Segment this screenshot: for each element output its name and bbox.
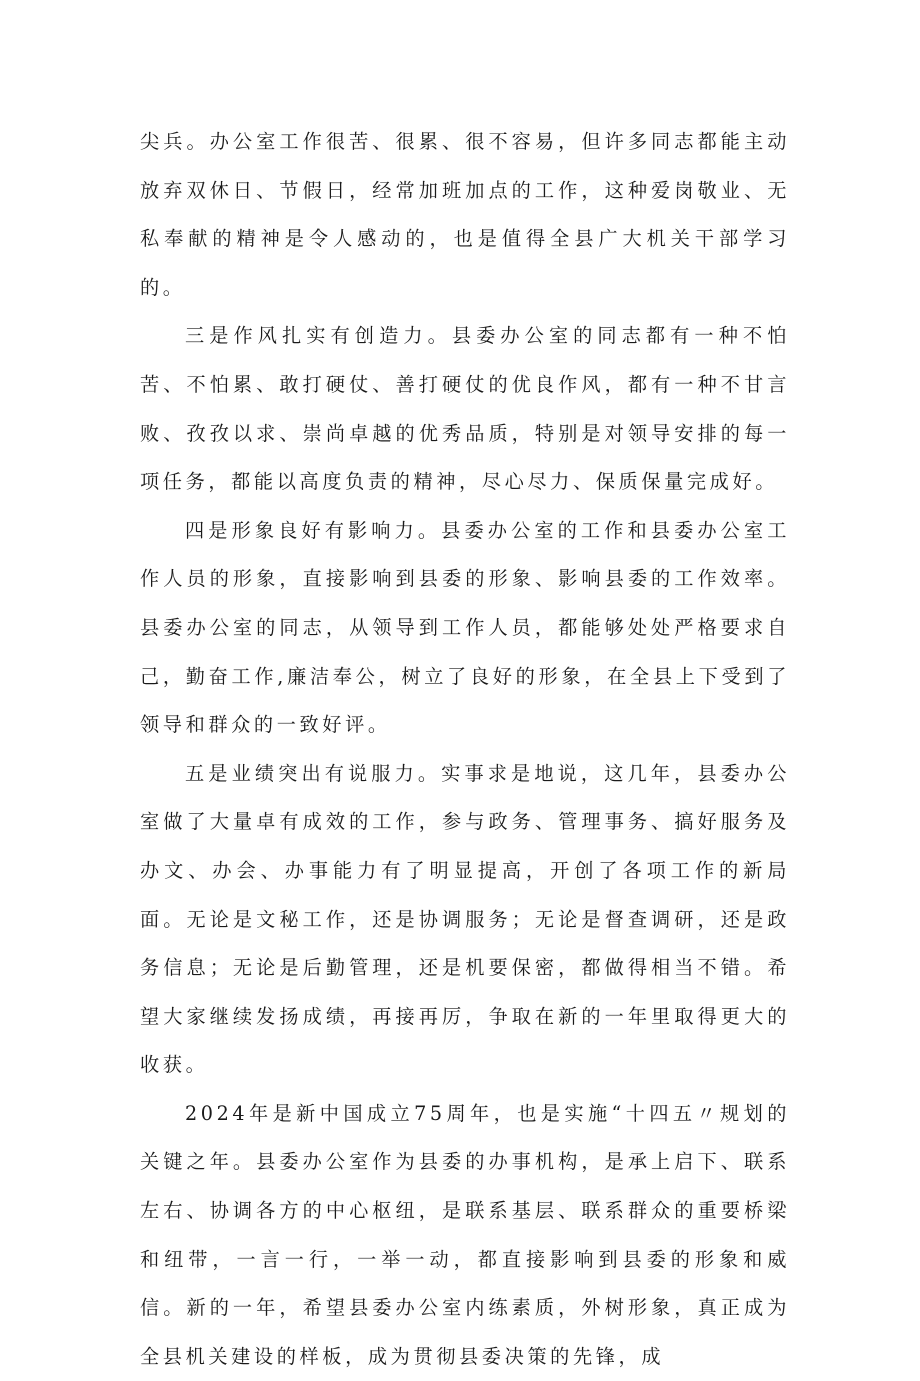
paragraph-5: 2024年是新中国成立75周年，也是实施“十四五〃规划的关键之年。县委办公室作为县委的办事机构，是承上启下、联系左右、协调各方的中心枢纽，是联系基层、联系群众的重要桥梁和纽带，一言一行，一举一动，都直接影响到县委的形象和威信。新的一年，希望县委办公室内练素质，外树形象，真正成为全县机关建设的样板，成为贯彻县委决策的先锋，成	[140, 1101, 790, 1368]
paragraph-3: 四是形象良好有影响力。县委办公室的工作和县委办公室工作人员的形象，直接影响到县委的形象、影响县委的工作效率。县委办公室的同志，从领导到工作人员，都能够处处严格要求自己，勤奋工作,廉洁奉公，树立了良好的形象，在全县上下受到了领导和群众的一致好评。	[140, 518, 790, 737]
paragraph-4: 五是业绩突出有说服力。实事求是地说，这几年，县委办公室做了大量卓有成效的工作，参与政务、管理事务、搞好服务及办文、办会、办事能力有了明显提高，开创了各项工作的新局面。无论是文秘工作，还是协调服务；无论是督查调研，还是政务信息；无论是后勤管理，还是机要保密，都做得相当不错。希望大家继续发扬成绩，再接再厉，争取在新的一年里取得更大的收获。	[140, 761, 790, 1077]
paragraph-1: 尖兵。办公室工作很苦、很累、很不容易，但许多同志都能主动放弃双休日、节假日，经常加班加点的工作，这种爱岗敬业、无私奉献的精神是令人感动的，也是值得全县广大机关干部学习的。	[140, 130, 790, 299]
paragraph-2: 三是作风扎实有创造力。县委办公室的同志都有一种不怕苦、不怕累、敢打硬仗、善打硬仗的优良作风，都有一种不甘言败、孜孜以求、崇尚卓越的优秀品质，特别是对领导安排的每一项任务，都能以高度负责的精神，尽心尽力、保质保量完成好。	[140, 324, 790, 494]
document-body	[140, 118, 790, 1381]
